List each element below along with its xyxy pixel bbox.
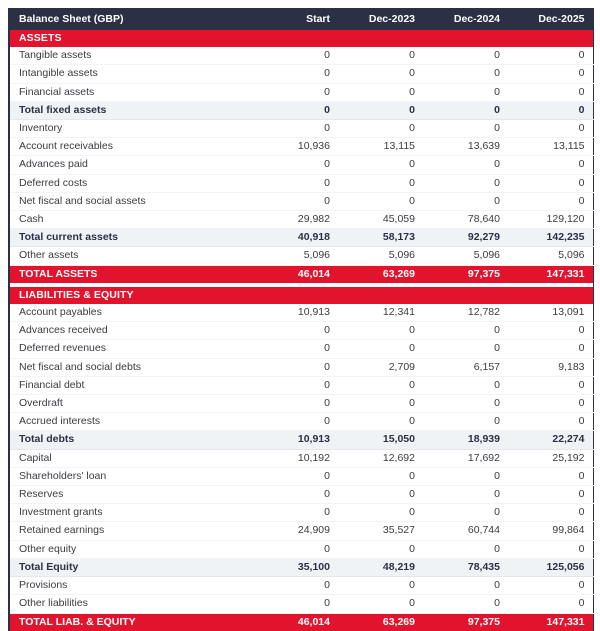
row-label: Advances received: [9, 322, 253, 340]
table-row: [9, 395, 593, 413]
subtotal-row: [9, 229, 593, 247]
row-value: 0: [253, 413, 338, 431]
row-value: 0: [423, 486, 508, 504]
row-value: 0: [338, 376, 423, 394]
row-value: 0: [423, 192, 508, 210]
row-value: 0: [253, 156, 338, 174]
row-label: Financial debt: [9, 376, 253, 394]
row-value: 10,192: [253, 449, 338, 467]
row-value: 0: [423, 156, 508, 174]
row-label: Net fiscal and social assets: [9, 192, 253, 210]
row-value: 18,939: [423, 431, 508, 449]
row-value: 0: [423, 120, 508, 138]
row-value: 25,192: [508, 449, 593, 467]
row-label: Total fixed assets: [9, 101, 253, 119]
row-label: TOTAL LIAB. & EQUITY: [9, 613, 253, 631]
row-value: 24,909: [253, 522, 338, 540]
table-row: [9, 504, 593, 522]
row-value: 40,918: [253, 229, 338, 247]
row-label: Reserves: [9, 486, 253, 504]
row-value: 97,375: [423, 265, 508, 283]
row-label: Tangible assets: [9, 47, 253, 65]
table-row: [9, 322, 593, 340]
row-value: 13,115: [338, 138, 423, 156]
subtotal-row: [9, 101, 593, 119]
row-value: 35,527: [338, 522, 423, 540]
row-value: 12,692: [338, 449, 423, 467]
row-value: 0: [338, 322, 423, 340]
row-value: 0: [423, 376, 508, 394]
subtotal-row: [9, 431, 593, 449]
balance-sheet-table: [8, 8, 594, 631]
row-value: 0: [508, 101, 593, 119]
row-value: 97,375: [423, 613, 508, 631]
row-label: Deferred costs: [9, 174, 253, 192]
row-value: 0: [508, 120, 593, 138]
row-value: 5,096: [423, 247, 508, 265]
table-row: [9, 340, 593, 358]
row-value: 0: [253, 577, 338, 595]
section-band-spacer-cell: [338, 287, 423, 304]
row-label: Total Equity: [9, 558, 253, 576]
table-row: [9, 211, 593, 229]
row-value: 0: [423, 101, 508, 119]
row-value: 0: [253, 174, 338, 192]
row-label: Capital: [9, 449, 253, 467]
row-label: Net fiscal and social debts: [9, 358, 253, 376]
row-value: 0: [508, 540, 593, 558]
row-value: 48,219: [338, 558, 423, 576]
row-label: Total current assets: [9, 229, 253, 247]
row-value: 12,341: [338, 304, 423, 322]
row-value: 0: [253, 376, 338, 394]
row-value: 0: [253, 322, 338, 340]
row-label: Total debts: [9, 431, 253, 449]
table-row: [9, 120, 593, 138]
row-label: Cash: [9, 211, 253, 229]
row-value: 0: [508, 65, 593, 83]
row-value: 0: [253, 540, 338, 558]
row-value: 13,639: [423, 138, 508, 156]
row-value: 0: [253, 65, 338, 83]
row-label: Other assets: [9, 247, 253, 265]
section-band-spacer-cell: [423, 30, 508, 47]
column-header-1: Dec-2023: [338, 8, 423, 30]
row-value: 60,744: [423, 522, 508, 540]
row-value: 5,096: [253, 247, 338, 265]
row-value: 0: [338, 101, 423, 119]
row-value: 0: [423, 413, 508, 431]
table-row: [9, 174, 593, 192]
row-value: 0: [423, 65, 508, 83]
row-label: Investment grants: [9, 504, 253, 522]
table-row: [9, 522, 593, 540]
row-value: 0: [508, 504, 593, 522]
row-value: 147,331: [508, 613, 593, 631]
row-value: 0: [423, 340, 508, 358]
row-value: 13,091: [508, 304, 593, 322]
row-value: 46,014: [253, 613, 338, 631]
row-value: 0: [423, 83, 508, 101]
table-header: [9, 8, 593, 30]
row-value: 78,435: [423, 558, 508, 576]
row-value: 0: [338, 65, 423, 83]
row-label: Other liabilities: [9, 595, 253, 613]
row-value: 0: [508, 467, 593, 485]
table-body: [9, 30, 593, 631]
section-band-label: ASSETS: [9, 30, 253, 47]
grand-total-row: [9, 613, 593, 631]
row-label: Overdraft: [9, 395, 253, 413]
row-value: 0: [253, 340, 338, 358]
row-label: Deferred revenues: [9, 340, 253, 358]
row-value: 0: [508, 322, 593, 340]
row-value: 0: [338, 192, 423, 210]
row-value: 0: [338, 340, 423, 358]
row-value: 0: [253, 47, 338, 65]
row-value: 0: [253, 120, 338, 138]
section-band-spacer-cell: [423, 287, 508, 304]
row-value: 35,100: [253, 558, 338, 576]
subtotal-row: [9, 558, 593, 576]
row-value: 0: [508, 47, 593, 65]
row-value: 0: [338, 174, 423, 192]
row-value: 45,059: [338, 211, 423, 229]
table-row: [9, 486, 593, 504]
row-value: 0: [253, 395, 338, 413]
row-value: 0: [253, 192, 338, 210]
row-value: 147,331: [508, 265, 593, 283]
row-value: 5,096: [338, 247, 423, 265]
row-value: 0: [338, 413, 423, 431]
row-label: Accrued interests: [9, 413, 253, 431]
section-band-spacer-cell: [508, 287, 593, 304]
row-value: 0: [423, 174, 508, 192]
row-value: 0: [253, 504, 338, 522]
row-value: 0: [423, 47, 508, 65]
table-row: [9, 65, 593, 83]
row-label: Retained earnings: [9, 522, 253, 540]
row-value: 63,269: [338, 613, 423, 631]
section-band-row: [9, 30, 593, 47]
table-row: [9, 467, 593, 485]
grand-total-row: [9, 265, 593, 283]
row-value: 29,982: [253, 211, 338, 229]
row-value: 15,050: [338, 431, 423, 449]
row-label: Intangible assets: [9, 65, 253, 83]
row-value: 0: [338, 120, 423, 138]
table-row: [9, 358, 593, 376]
row-value: 0: [508, 340, 593, 358]
table-row: [9, 156, 593, 174]
table-row: [9, 540, 593, 558]
row-value: 17,692: [423, 449, 508, 467]
row-value: 0: [338, 467, 423, 485]
row-value: 0: [423, 595, 508, 613]
row-label: Inventory: [9, 120, 253, 138]
section-band-row: [9, 287, 593, 304]
row-value: 0: [338, 486, 423, 504]
row-value: 0: [253, 486, 338, 504]
row-label: Shareholders' loan: [9, 467, 253, 485]
row-value: 0: [338, 395, 423, 413]
row-value: 0: [508, 156, 593, 174]
row-value: 0: [423, 322, 508, 340]
row-value: 0: [338, 83, 423, 101]
row-value: 0: [338, 540, 423, 558]
row-value: 0: [508, 595, 593, 613]
table-row: [9, 595, 593, 613]
column-header-0: Start: [253, 8, 338, 30]
row-value: 0: [423, 504, 508, 522]
table-row: [9, 247, 593, 265]
row-value: 129,120: [508, 211, 593, 229]
row-value: 22,274: [508, 431, 593, 449]
row-value: 0: [338, 156, 423, 174]
row-value: 10,913: [253, 431, 338, 449]
section-band-spacer-cell: [253, 287, 338, 304]
row-value: 92,279: [423, 229, 508, 247]
row-value: 10,936: [253, 138, 338, 156]
row-value: 99,864: [508, 522, 593, 540]
row-value: 2,709: [338, 358, 423, 376]
row-value: 58,173: [338, 229, 423, 247]
row-value: 0: [423, 577, 508, 595]
row-value: 0: [423, 467, 508, 485]
row-label: Other equity: [9, 540, 253, 558]
table-row: [9, 83, 593, 101]
row-value: 0: [508, 486, 593, 504]
row-label: Provisions: [9, 577, 253, 595]
row-value: 9,183: [508, 358, 593, 376]
section-band-spacer-cell: [253, 30, 338, 47]
row-value: 0: [508, 83, 593, 101]
row-value: 142,235: [508, 229, 593, 247]
row-label: Advances paid: [9, 156, 253, 174]
row-value: 46,014: [253, 265, 338, 283]
table-row: [9, 47, 593, 65]
row-label: Financial assets: [9, 83, 253, 101]
row-value: 10,913: [253, 304, 338, 322]
table-row: [9, 192, 593, 210]
section-band-label: LIABILITIES & EQUITY: [9, 287, 253, 304]
row-value: 0: [508, 376, 593, 394]
table-row: [9, 413, 593, 431]
row-value: 0: [508, 395, 593, 413]
row-value: 78,640: [423, 211, 508, 229]
table-row: [9, 304, 593, 322]
header-row: [9, 8, 593, 30]
row-value: 125,056: [508, 558, 593, 576]
row-label: Account payables: [9, 304, 253, 322]
row-value: 0: [253, 467, 338, 485]
row-value: 0: [423, 540, 508, 558]
row-value: 0: [338, 47, 423, 65]
row-value: 0: [423, 395, 508, 413]
row-value: 13,115: [508, 138, 593, 156]
row-value: 0: [338, 595, 423, 613]
row-value: 0: [253, 83, 338, 101]
row-value: 0: [508, 577, 593, 595]
table-row: [9, 138, 593, 156]
row-value: 0: [508, 174, 593, 192]
column-header-2: Dec-2024: [423, 8, 508, 30]
row-label: Account receivables: [9, 138, 253, 156]
section-band-spacer-cell: [338, 30, 423, 47]
row-label: TOTAL ASSETS: [9, 265, 253, 283]
table-row: [9, 449, 593, 467]
column-header-3: Dec-2025: [508, 8, 593, 30]
row-value: 0: [508, 413, 593, 431]
row-value: 0: [338, 504, 423, 522]
table-title: Balance Sheet (GBP): [9, 8, 253, 30]
table-row: [9, 577, 593, 595]
row-value: 12,782: [423, 304, 508, 322]
row-value: 0: [253, 101, 338, 119]
row-value: 63,269: [338, 265, 423, 283]
row-value: 0: [253, 358, 338, 376]
section-band-spacer-cell: [508, 30, 593, 47]
row-value: 0: [338, 577, 423, 595]
row-value: 0: [253, 595, 338, 613]
table-row: [9, 376, 593, 394]
row-value: 5,096: [508, 247, 593, 265]
row-value: 0: [508, 192, 593, 210]
row-value: 6,157: [423, 358, 508, 376]
